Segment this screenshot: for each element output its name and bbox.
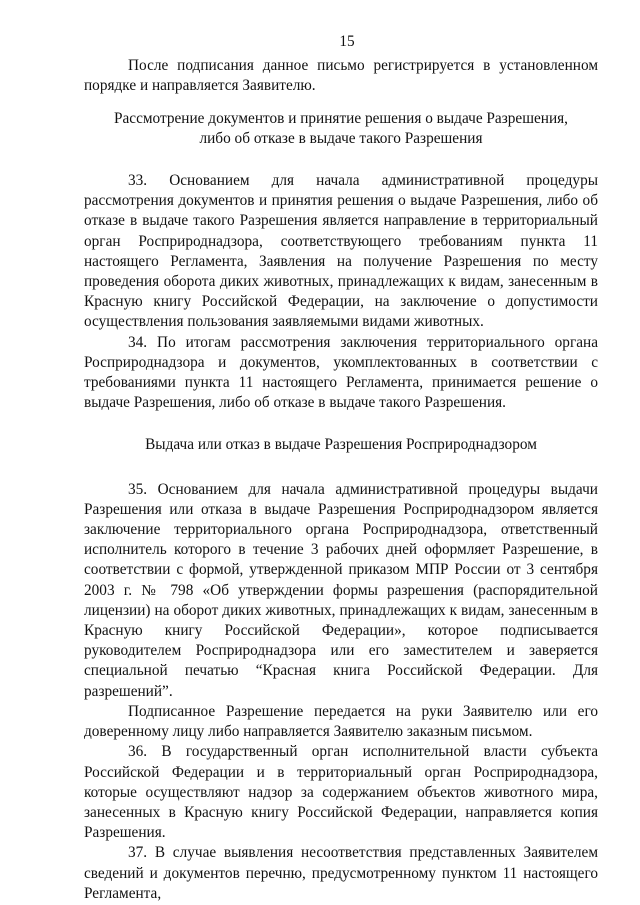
spacer — [84, 456, 598, 480]
intro-paragraph: После подписания данное письмо регистрируется в установленном порядке и направляется Заявителю. — [84, 57, 598, 95]
paragraph-37: 37. В случае выявления несоответствия представленных Заявителем сведений и документов перечню, предусмотренному пунктом 11 настоящего Регламента, — [84, 844, 598, 902]
section-title-review-line1: Рассмотрение документов и принятие решения о выдаче Разрешения, — [113, 109, 569, 127]
spacer — [84, 149, 598, 171]
section-title-issuance: Выдача или отказ в выдаче Разрешения Росприроднадзором — [145, 436, 537, 454]
section-title-review-line2: либо об отказе в выдаче такого Разрешения — [199, 129, 483, 147]
paragraph-36: 36. В государственный орган исполнительной власти субъекта Российской Федерации и в территориальный орган Росприроднадзора, которые осуществляют надзор за содержанием объектов животного мира, занесенных в Красную книгу Российской Федерации, направляется копия Разрешения. — [84, 743, 598, 842]
paragraph-34: 34. По итогам рассмотрения заключения территориального органа Росприроднадзора и документов, укомплектованных в соответствии с требованиями пункта 11 настоящего Регламента, принимается решение о выдаче Разрешения, либо об отказе в выдаче такого Разрешения. — [84, 333, 598, 412]
spacer — [84, 97, 598, 109]
spacer — [84, 413, 598, 435]
paragraph-33: 33. Основанием для начала административной процедуры рассмотрения документов и принятия решения о выдаче Разрешения, либо об отказе в выдаче такого Разрешения является направление в территориальный орган Росприроднадзора, соответствующего требованиям пункта 11 настоящего Регламента, Заявления на получение Разрешения по месту проведения оборота диких животных, принадлежащих к видам, занесенным в Красную книгу Российской Федерации, на заключение о допустимости осуществления пользования заявляемыми видами животных. — [84, 172, 598, 331]
page-number: 15 — [339, 33, 355, 50]
paragraph-35: 35. Основанием для начала административной процедуры выдачи Разрешения или отказа в выдаче Разрешения Росприроднадзором является заключение территориального органа Росприроднадзора, ответственный исполнитель которого в течение 3 рабочих дней оформляет Разрешение, в соответствии с формой, утвержденной приказом МПР России от 3 сентября 2003 г. № 798 «Об утверждении формы разрешения (распорядительной лицензии) на оборот диких животных, принадлежащих к видам, занесенным в Красную книгу Российской Федерации», которое подписывается руководителем Росприроднадзора или его заместителем и заверяется специальной печатью “Красная книга Российской Федерации. Для разрешений”. — [84, 480, 598, 700]
paragraph-35-continuation: Подписанное Разрешение передается на руки Заявителю или его доверенному лицу либо направляется Заявителю заказным письмом. — [84, 702, 598, 741]
